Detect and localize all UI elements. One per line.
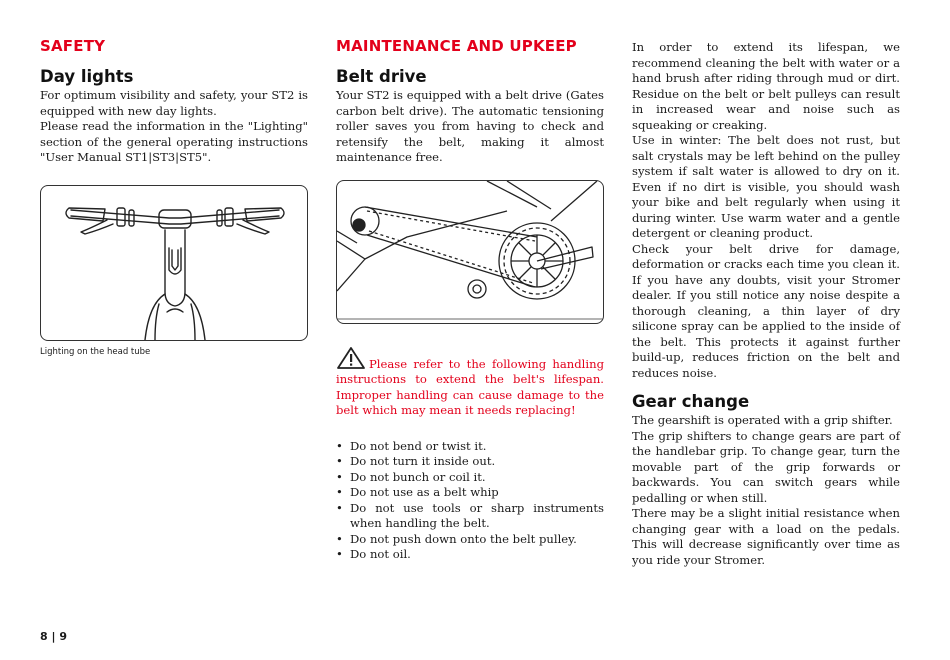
belt-handling-list xyxy=(336,439,604,563)
bullet-dot-icon: • xyxy=(336,531,343,546)
paragraph-cleaning: In order to extend its lifespan, we recommend cleaning the belt with water or a hand brush after riding through mud or dirt. Residue on the belt or belt pulleys can result in increased wear and noise such as squeaking or creaking. xyxy=(632,40,900,132)
list-item: • Do not use as a belt whip xyxy=(336,485,499,499)
figure-caption-lighting: Lighting on the head tube xyxy=(40,346,151,357)
list-item: • Do not bend or twist it. xyxy=(336,438,487,453)
maintenance-column xyxy=(336,36,604,563)
list-item: • Do not turn it inside out. xyxy=(336,454,496,468)
warning-notice xyxy=(336,346,604,419)
heading-day-lights: Day lights xyxy=(40,67,134,86)
list-item: • Do not bunch or coil it. xyxy=(336,469,486,484)
bullet-dot-icon: • xyxy=(336,485,343,499)
bullet-dot-icon: • xyxy=(336,469,343,484)
paragraph-gear-1: The gearshift is operated with a grip shifter. xyxy=(632,413,893,427)
paragraph-day-lights-1: For optimum visibility and safety, your ST2 is equipped with new day lights. xyxy=(40,88,308,118)
paragraph-day-lights-2: Please read the information in the "Lighting" section of the general operating instructions "User Manual ST1|ST3|ST5". xyxy=(40,119,308,164)
warning-triangle-icon xyxy=(336,346,366,370)
section-title-maintenance: MAINTENANCE AND UPKEEP xyxy=(336,37,577,55)
belt-drive-drawing xyxy=(337,181,604,323)
handlebar-drawing xyxy=(41,186,308,340)
heading-gear-change: Gear change xyxy=(632,392,750,411)
care-column xyxy=(632,40,900,568)
paragraph-gear-2: The grip shifters to change gears are part of the handlebar grip. To change gear, turn the movable part of the grip forwards or backwards. You can switch gears while pedalling or when still. xyxy=(632,428,900,505)
handlebar-illustration xyxy=(40,185,308,341)
safety-column xyxy=(40,36,308,357)
paragraph-check-damage: Check your belt drive for damage, deformation or cracks each time you clean it. If you have any doubts, visit your Stromer dealer. If you still notice any noise despite a thorough cleaning, a thin layer of dry silicone spray can be applied to the inside of the belt. This protects it against further build-up, reduces friction on the belt and reduces noise. xyxy=(632,241,900,380)
bullet-dot-icon: • xyxy=(336,547,343,561)
section-title-safety: SAFETY xyxy=(40,37,106,55)
list-item: • Do not oil. xyxy=(336,547,411,561)
paragraph-winter-use: Use in winter: The belt does not rust, but salt crystals may be left behind on the pulley system if salt water is allowed to dry on it. Even if no dirt is visible, you should wash your bike and belt regularly when using it during winter. Use warm water and a gentle detergent or cleaning product. xyxy=(632,133,900,240)
bullet-dot-icon: • xyxy=(336,454,343,468)
belt-drive-illustration xyxy=(336,180,604,324)
bullet-dot-icon: • xyxy=(336,500,343,515)
list-item: • Do not push down onto the belt pulley. xyxy=(336,531,577,546)
page-number: 8 | 9 xyxy=(40,630,67,643)
paragraph-gear-3: There may be a slight initial resistance when changing gear with a load on the pedals. This will decrease significantly over time as you ride your Stromer. xyxy=(632,506,900,567)
paragraph-belt-drive: Your ST2 is equipped with a belt drive (Gates carbon belt drive). The automatic tensioning roller saves you from having to check and retensify the belt, making it almost maintenance free. xyxy=(336,88,604,164)
heading-belt-drive: Belt drive xyxy=(336,67,427,86)
list-item: • Do not use tools or sharp instruments when handling the belt. xyxy=(336,500,604,530)
warning-text: Please refer to the following handling instructions to extend the belt's lifespan. Improper handling can cause damage to the belt which may mean it needs replacing! xyxy=(336,356,604,417)
bullet-dot-icon: • xyxy=(336,438,343,453)
